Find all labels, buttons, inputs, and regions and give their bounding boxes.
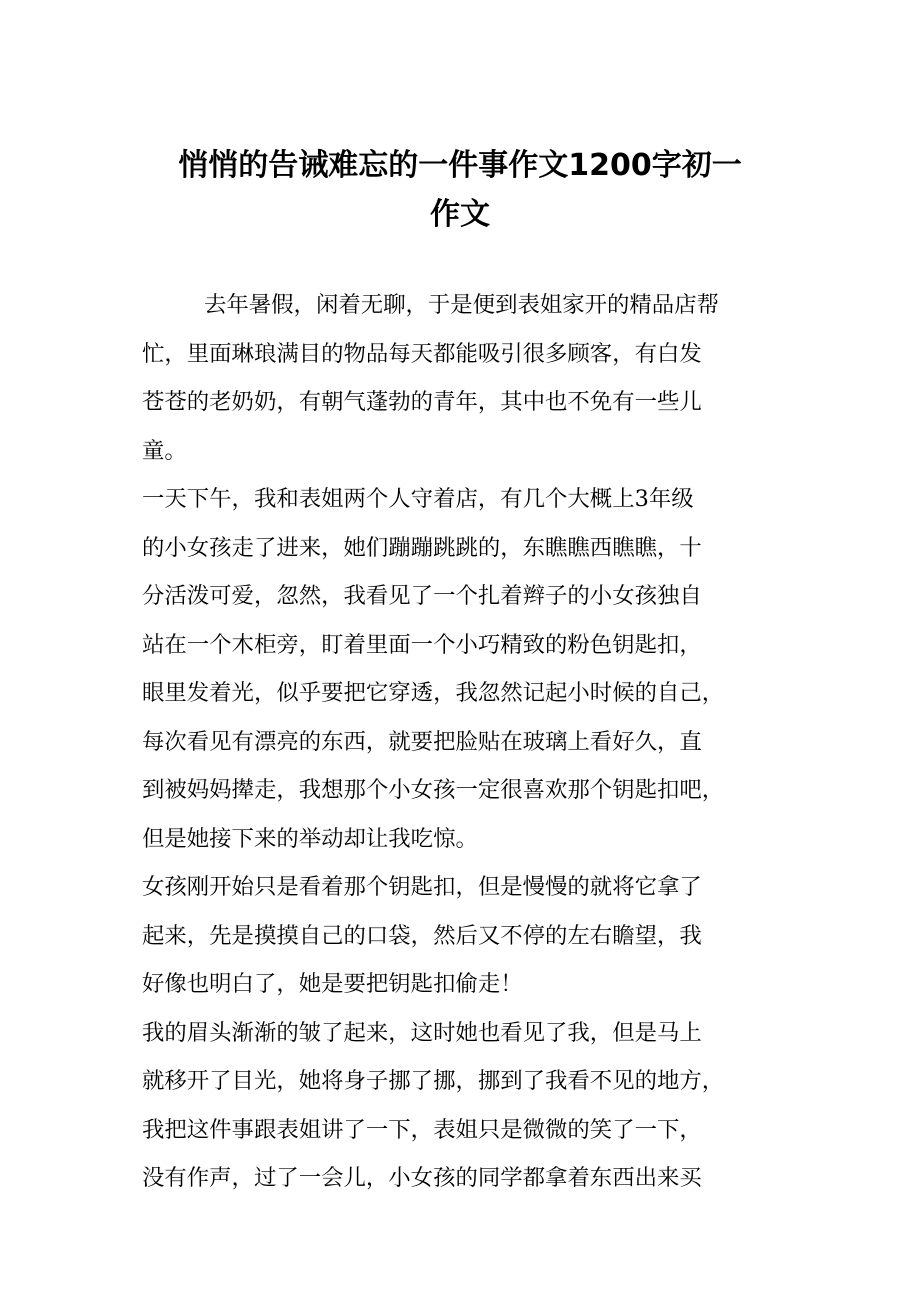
paragraph-3-line-2: 起来，先是摸摸自己的口袋，然后又不停的左右瞻望，我 [142,922,702,949]
paragraph-3-line-1: 女孩刚开始只是看着那个钥匙扣，但是慢慢的就将它拿了 [142,874,702,900]
paragraph-1-line-3: 苍苍的老奶奶，有朝气蓬勃的青年，其中也不免有一些儿 [142,389,702,415]
paragraph-2-line-7: 到被妈妈撵走，我想那个小女孩一定很喜欢那个钥匙扣吧， [142,777,725,803]
paragraph-1-line-1: 去年暑假，闲着无聊，于是便到表姐家开的精品店帮 [204,292,719,318]
paragraph-3-line-3: 好像也明白了，她是要把钥匙扣偷走！ [142,971,523,997]
paragraph-2-line-4: 站在一个木柜旁，盯着里面一个小巧精致的粉色钥匙扣， [142,631,702,658]
title-line-1: 悄悄的告诫难忘的一件事作文1200字初一 [178,148,742,183]
document-title [120,136,800,233]
paragraph-4-line-3: 我把这件事跟表姐讲了一下，表姐只是微微的笑了一下， [142,1116,702,1143]
essay-body [142,281,782,1203]
paragraph-4-line-2: 就移开了目光，她将身子挪了挪，挪到了我看不见的地方， [142,1068,725,1094]
paragraph-2-line-3: 分活泼可爱，忽然，我看见了一个扎着辫子的小女孩独自 [142,583,702,609]
paragraph-1-line-2: 忙，里面琳琅满目的物品每天都能吸引很多顾客，有白发 [142,340,702,367]
paragraph-2-line-5: 眼里发着光，似乎要把它穿透，我忽然记起小时候的自己， [142,680,725,706]
paragraph-2-line-8: 但是她接下来的举动却让我吃惊。 [142,825,478,852]
title-line-2: 作文 [430,196,490,232]
paragraph-2-line-2: 的小女孩走了进来，她们蹦蹦跳跳的，东瞧瞧西瞧瞧，十 [142,534,702,561]
paragraph-4-line-4: 没有作声，过了一会儿，小女孩的同学都拿着东西出来买 [142,1165,702,1191]
paragraph-1-line-4: 童。 [142,437,187,464]
paragraph-2-line-6: 每次看见有漂亮的东西，就要把脸贴在玻璃上看好久，直 [142,728,702,755]
paragraph-2-line-1: 一天下午，我和表姐两个人守着店，有几个大概上3年级 [142,486,694,512]
paragraph-4-line-1: 我的眉头渐渐的皱了起来，这时她也看见了我，但是马上 [142,1019,702,1046]
